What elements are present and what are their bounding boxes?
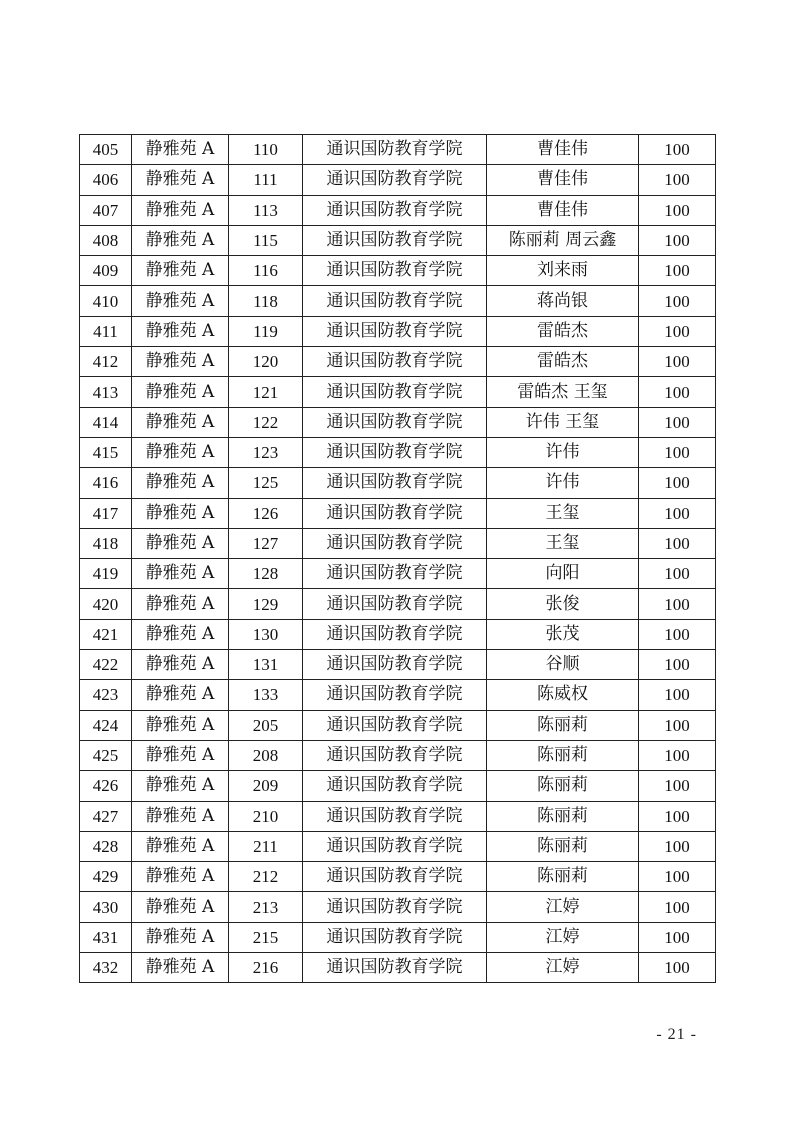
- responsible-person-cell: 许伟: [487, 468, 639, 498]
- building-cell: 静雅苑 A: [132, 135, 229, 165]
- college-cell: 通识国防教育学院: [303, 407, 487, 437]
- table-row: [80, 680, 716, 710]
- room-number-cell: 210: [229, 801, 303, 831]
- room-number-cell: 120: [229, 347, 303, 377]
- college-cell: 通识国防教育学院: [303, 710, 487, 740]
- table-row: [80, 407, 716, 437]
- building-cell: 静雅苑 A: [132, 922, 229, 952]
- score-cell: 100: [639, 892, 716, 922]
- building-cell: 静雅苑 A: [132, 740, 229, 770]
- score-cell: 100: [639, 377, 716, 407]
- building-cell: 静雅苑 A: [132, 862, 229, 892]
- room-number-cell: 110: [229, 135, 303, 165]
- row-index-cell: 409: [80, 256, 132, 286]
- college-cell: 通识国防教育学院: [303, 680, 487, 710]
- responsible-person-cell: 曹佳伟: [487, 165, 639, 195]
- responsible-person-cell: 向阳: [487, 559, 639, 589]
- room-number-cell: 130: [229, 619, 303, 649]
- row-index-cell: 428: [80, 831, 132, 861]
- building-cell: 静雅苑 A: [132, 650, 229, 680]
- college-cell: 通识国防教育学院: [303, 862, 487, 892]
- row-index-cell: 422: [80, 650, 132, 680]
- table-row: [80, 922, 716, 952]
- room-number-cell: 111: [229, 165, 303, 195]
- table-body: [80, 135, 716, 983]
- row-index-cell: 429: [80, 862, 132, 892]
- building-cell: 静雅苑 A: [132, 771, 229, 801]
- building-cell: 静雅苑 A: [132, 407, 229, 437]
- table-row: [80, 498, 716, 528]
- score-cell: 100: [639, 922, 716, 952]
- responsible-person-cell: 刘来雨: [487, 256, 639, 286]
- building-cell: 静雅苑 A: [132, 225, 229, 255]
- score-cell: 100: [639, 771, 716, 801]
- building-cell: 静雅苑 A: [132, 316, 229, 346]
- table-row: [80, 286, 716, 316]
- row-index-cell: 407: [80, 195, 132, 225]
- building-cell: 静雅苑 A: [132, 801, 229, 831]
- row-index-cell: 418: [80, 528, 132, 558]
- row-index-cell: 417: [80, 498, 132, 528]
- college-cell: 通识国防教育学院: [303, 831, 487, 861]
- table-row: [80, 892, 716, 922]
- score-cell: 100: [639, 619, 716, 649]
- room-number-cell: 113: [229, 195, 303, 225]
- building-cell: 静雅苑 A: [132, 165, 229, 195]
- score-cell: 100: [639, 831, 716, 861]
- row-index-cell: 419: [80, 559, 132, 589]
- college-cell: 通识国防教育学院: [303, 740, 487, 770]
- row-index-cell: 406: [80, 165, 132, 195]
- dormitory-score-table: [79, 134, 716, 983]
- college-cell: 通识国防教育学院: [303, 437, 487, 467]
- room-number-cell: 213: [229, 892, 303, 922]
- responsible-person-cell: 王玺: [487, 528, 639, 558]
- responsible-person-cell: 陈丽莉: [487, 801, 639, 831]
- score-cell: 100: [639, 589, 716, 619]
- row-index-cell: 430: [80, 892, 132, 922]
- college-cell: 通识国防教育学院: [303, 195, 487, 225]
- responsible-person-cell: 曹佳伟: [487, 195, 639, 225]
- responsible-person-cell: 陈丽莉: [487, 831, 639, 861]
- responsible-person-cell: 雷皓杰: [487, 347, 639, 377]
- table-row: [80, 771, 716, 801]
- college-cell: 通识国防教育学院: [303, 135, 487, 165]
- row-index-cell: 427: [80, 801, 132, 831]
- responsible-person-cell: 雷皓杰: [487, 316, 639, 346]
- building-cell: 静雅苑 A: [132, 498, 229, 528]
- building-cell: 静雅苑 A: [132, 559, 229, 589]
- responsible-person-cell: 蒋尚银: [487, 286, 639, 316]
- row-index-cell: 432: [80, 953, 132, 983]
- table-row: [80, 710, 716, 740]
- room-number-cell: 215: [229, 922, 303, 952]
- college-cell: 通识国防教育学院: [303, 165, 487, 195]
- room-number-cell: 116: [229, 256, 303, 286]
- score-cell: 100: [639, 256, 716, 286]
- row-index-cell: 414: [80, 407, 132, 437]
- score-cell: 100: [639, 407, 716, 437]
- responsible-person-cell: 许伟 王玺: [487, 407, 639, 437]
- building-cell: 静雅苑 A: [132, 347, 229, 377]
- room-number-cell: 216: [229, 953, 303, 983]
- responsible-person-cell: 雷皓杰 王玺: [487, 377, 639, 407]
- responsible-person-cell: 陈丽莉: [487, 740, 639, 770]
- row-index-cell: 412: [80, 347, 132, 377]
- table-row: [80, 377, 716, 407]
- responsible-person-cell: 张茂: [487, 619, 639, 649]
- row-index-cell: 410: [80, 286, 132, 316]
- college-cell: 通识国防教育学院: [303, 771, 487, 801]
- college-cell: 通识国防教育学院: [303, 225, 487, 255]
- score-cell: 100: [639, 286, 716, 316]
- table-row: [80, 347, 716, 377]
- score-cell: 100: [639, 498, 716, 528]
- college-cell: 通识国防教育学院: [303, 528, 487, 558]
- table-row: [80, 740, 716, 770]
- table-row: [80, 528, 716, 558]
- college-cell: 通识国防教育学院: [303, 468, 487, 498]
- row-index-cell: 426: [80, 771, 132, 801]
- room-number-cell: 209: [229, 771, 303, 801]
- row-index-cell: 411: [80, 316, 132, 346]
- building-cell: 静雅苑 A: [132, 619, 229, 649]
- score-cell: 100: [639, 468, 716, 498]
- room-number-cell: 119: [229, 316, 303, 346]
- building-cell: 静雅苑 A: [132, 892, 229, 922]
- table-row: [80, 316, 716, 346]
- row-index-cell: 425: [80, 740, 132, 770]
- room-number-cell: 126: [229, 498, 303, 528]
- responsible-person-cell: 曹佳伟: [487, 135, 639, 165]
- college-cell: 通识国防教育学院: [303, 619, 487, 649]
- table-row: [80, 135, 716, 165]
- row-index-cell: 420: [80, 589, 132, 619]
- responsible-person-cell: 陈威权: [487, 680, 639, 710]
- responsible-person-cell: 江婷: [487, 892, 639, 922]
- room-number-cell: 122: [229, 407, 303, 437]
- responsible-person-cell: 王玺: [487, 498, 639, 528]
- room-number-cell: 133: [229, 680, 303, 710]
- room-number-cell: 208: [229, 740, 303, 770]
- college-cell: 通识国防教育学院: [303, 347, 487, 377]
- college-cell: 通识国防教育学院: [303, 953, 487, 983]
- row-index-cell: 431: [80, 922, 132, 952]
- table-row: [80, 589, 716, 619]
- score-cell: 100: [639, 316, 716, 346]
- room-number-cell: 118: [229, 286, 303, 316]
- score-cell: 100: [639, 225, 716, 255]
- score-cell: 100: [639, 801, 716, 831]
- score-cell: 100: [639, 953, 716, 983]
- college-cell: 通识国防教育学院: [303, 801, 487, 831]
- row-index-cell: 424: [80, 710, 132, 740]
- responsible-person-cell: 谷顺: [487, 650, 639, 680]
- responsible-person-cell: 陈丽莉 周云鑫: [487, 225, 639, 255]
- room-number-cell: 129: [229, 589, 303, 619]
- score-cell: 100: [639, 710, 716, 740]
- room-number-cell: 125: [229, 468, 303, 498]
- score-cell: 100: [639, 680, 716, 710]
- college-cell: 通识国防教育学院: [303, 559, 487, 589]
- table-row: [80, 437, 716, 467]
- college-cell: 通识国防教育学院: [303, 498, 487, 528]
- row-index-cell: 423: [80, 680, 132, 710]
- college-cell: 通识国防教育学院: [303, 316, 487, 346]
- table-row: [80, 468, 716, 498]
- row-index-cell: 405: [80, 135, 132, 165]
- table-row: [80, 195, 716, 225]
- room-number-cell: 131: [229, 650, 303, 680]
- responsible-person-cell: 江婷: [487, 953, 639, 983]
- table-row: [80, 256, 716, 286]
- college-cell: 通识国防教育学院: [303, 589, 487, 619]
- building-cell: 静雅苑 A: [132, 377, 229, 407]
- college-cell: 通识国防教育学院: [303, 892, 487, 922]
- score-cell: 100: [639, 559, 716, 589]
- building-cell: 静雅苑 A: [132, 710, 229, 740]
- score-cell: 100: [639, 437, 716, 467]
- table-row: [80, 862, 716, 892]
- room-number-cell: 127: [229, 528, 303, 558]
- building-cell: 静雅苑 A: [132, 528, 229, 558]
- table-row: [80, 165, 716, 195]
- table-row: [80, 831, 716, 861]
- row-index-cell: 416: [80, 468, 132, 498]
- responsible-person-cell: 江婷: [487, 922, 639, 952]
- score-cell: 100: [639, 165, 716, 195]
- responsible-person-cell: 许伟: [487, 437, 639, 467]
- building-cell: 静雅苑 A: [132, 468, 229, 498]
- table-row: [80, 650, 716, 680]
- room-number-cell: 211: [229, 831, 303, 861]
- building-cell: 静雅苑 A: [132, 286, 229, 316]
- responsible-person-cell: 陈丽莉: [487, 710, 639, 740]
- row-index-cell: 413: [80, 377, 132, 407]
- score-cell: 100: [639, 135, 716, 165]
- room-number-cell: 115: [229, 225, 303, 255]
- building-cell: 静雅苑 A: [132, 256, 229, 286]
- building-cell: 静雅苑 A: [132, 589, 229, 619]
- table-row: [80, 559, 716, 589]
- room-number-cell: 128: [229, 559, 303, 589]
- college-cell: 通识国防教育学院: [303, 286, 487, 316]
- score-cell: 100: [639, 862, 716, 892]
- college-cell: 通识国防教育学院: [303, 650, 487, 680]
- building-cell: 静雅苑 A: [132, 953, 229, 983]
- building-cell: 静雅苑 A: [132, 437, 229, 467]
- building-cell: 静雅苑 A: [132, 195, 229, 225]
- row-index-cell: 408: [80, 225, 132, 255]
- page-number: - 21 -: [656, 1026, 697, 1043]
- room-number-cell: 123: [229, 437, 303, 467]
- room-number-cell: 205: [229, 710, 303, 740]
- table-row: [80, 953, 716, 983]
- building-cell: 静雅苑 A: [132, 831, 229, 861]
- college-cell: 通识国防教育学院: [303, 377, 487, 407]
- row-index-cell: 415: [80, 437, 132, 467]
- college-cell: 通识国防教育学院: [303, 256, 487, 286]
- score-cell: 100: [639, 650, 716, 680]
- building-cell: 静雅苑 A: [132, 680, 229, 710]
- responsible-person-cell: 张俊: [487, 589, 639, 619]
- table-row: [80, 801, 716, 831]
- score-cell: 100: [639, 528, 716, 558]
- row-index-cell: 421: [80, 619, 132, 649]
- college-cell: 通识国防教育学院: [303, 922, 487, 952]
- table-row: [80, 619, 716, 649]
- room-number-cell: 121: [229, 377, 303, 407]
- score-cell: 100: [639, 740, 716, 770]
- responsible-person-cell: 陈丽莉: [487, 771, 639, 801]
- table-row: [80, 225, 716, 255]
- room-number-cell: 212: [229, 862, 303, 892]
- score-cell: 100: [639, 195, 716, 225]
- score-cell: 100: [639, 347, 716, 377]
- responsible-person-cell: 陈丽莉: [487, 862, 639, 892]
